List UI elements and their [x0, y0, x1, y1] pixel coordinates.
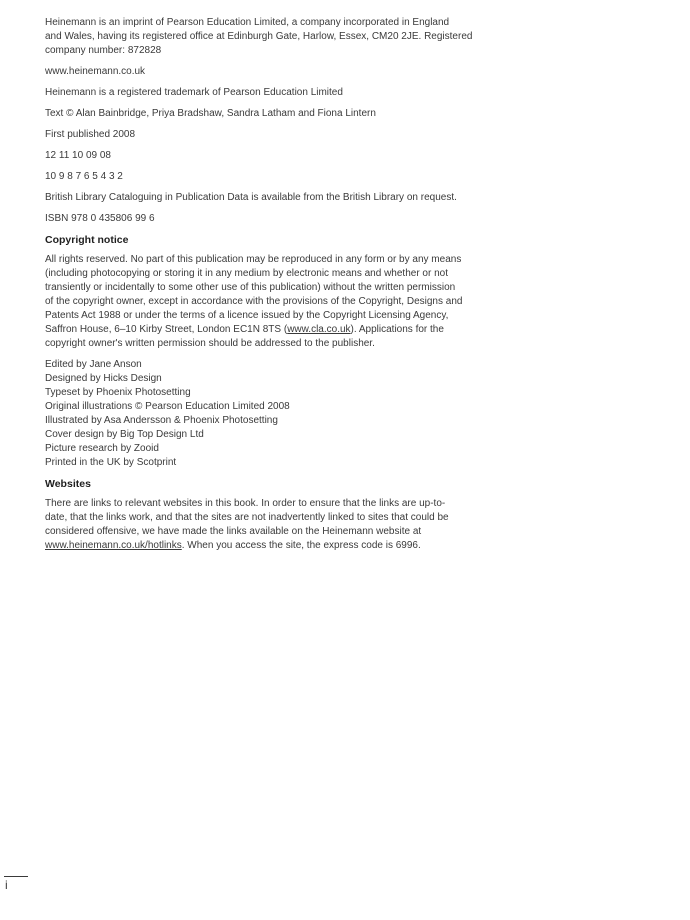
credit-line: Picture research by Zooid: [45, 443, 159, 454]
cip-statement: British Library Cataloguing in Publication Data is available from the British Library on request.: [45, 192, 457, 203]
credit-line: Illustrated by Asa Andersson & Phoenix Photosetting: [45, 415, 278, 426]
credit-line: Edited by Jane Anson: [45, 359, 142, 370]
footer-rule: [4, 876, 28, 877]
copyright-line: [45, 323, 485, 337]
imprint-statement: [45, 16, 485, 58]
websites-line: considered offensive, we have made the links available on the Heinemann website at: [45, 526, 422, 537]
websites-line: There are links to relevant websites in this book. In order to ensure that the links are up-to-: [45, 498, 446, 509]
copyright-line: copyright owner's written permission should be addressed to the publisher.: [45, 338, 375, 349]
copyright-line: All rights reserved. No part of this publication may be reproduced in any form or by any means: [45, 254, 462, 265]
copyright-notice-heading: Copyright notice: [45, 234, 129, 246]
isbn: ISBN 978 0 435806 99 6: [45, 213, 155, 224]
copyright-notice-body: [45, 253, 485, 351]
imprint-line: company number: 872828: [45, 45, 162, 56]
websites-heading: Websites: [45, 478, 91, 490]
websites-body: [45, 497, 485, 553]
credit-line: Original illustrations © Pearson Education Limited 2008: [45, 401, 290, 412]
print-line: 10 9 8 7 6 5 4 3 2: [45, 171, 123, 182]
page-number: i: [5, 878, 8, 892]
trademark-statement: Heinemann is a registered trademark of Pearson Education Limited: [45, 87, 343, 98]
websites-line-text: . When you access the site, the express code is 6996.: [181, 540, 421, 551]
imprint-line: and Wales, having its registered office at Edinburgh Gate, Harlow, Essex, CM20 2JE. Registered: [45, 31, 473, 42]
copyright-line: Patents Act 1988 or under the terms of a licence issued by the Copyright Licensing Agency,: [45, 310, 449, 321]
hotlinks-link[interactable]: www.heinemann.co.uk/hotlinks: [45, 540, 182, 551]
cla-link[interactable]: www.cla.co.uk: [287, 324, 351, 335]
credit-line: Cover design by Big Top Design Ltd: [45, 429, 204, 440]
copyright-line-text: ). Applications for the: [350, 324, 444, 335]
credit-line: Printed in the UK by Scotprint: [45, 457, 177, 468]
websites-line: [45, 539, 485, 553]
websites-line: date, that the links work, and that the sites are not inadvertently linked to sites that could be: [45, 512, 449, 523]
copyright-line-text: Saffron House, 6–10 Kirby Street, London EC1N 8TS (: [45, 324, 288, 335]
copyright-page: [45, 16, 485, 560]
first-published: First published 2008: [45, 129, 136, 140]
imprint-line: Heinemann is an imprint of Pearson Education Limited, a company incorporated in England: [45, 17, 450, 28]
year-line: 12 11 10 09 08: [45, 150, 111, 161]
copyright-line: of the copyright owner, except in accordance with the provisions of the Copyright, Designs and: [45, 296, 463, 307]
text-copyright: Text © Alan Bainbridge, Priya Bradshaw, Sandra Latham and Fiona Lintern: [45, 108, 376, 119]
credit-line: Typeset by Phoenix Photosetting: [45, 387, 191, 398]
copyright-line: transiently or incidentally to some other use of this publication) without the written permission: [45, 282, 456, 293]
credit-line: Designed by Hicks Design: [45, 373, 162, 384]
credits-list: [45, 358, 485, 470]
website-url: www.heinemann.co.uk: [45, 66, 146, 77]
copyright-line: (including photocopying or storing it in any medium by electronic means and whether or not: [45, 268, 448, 279]
